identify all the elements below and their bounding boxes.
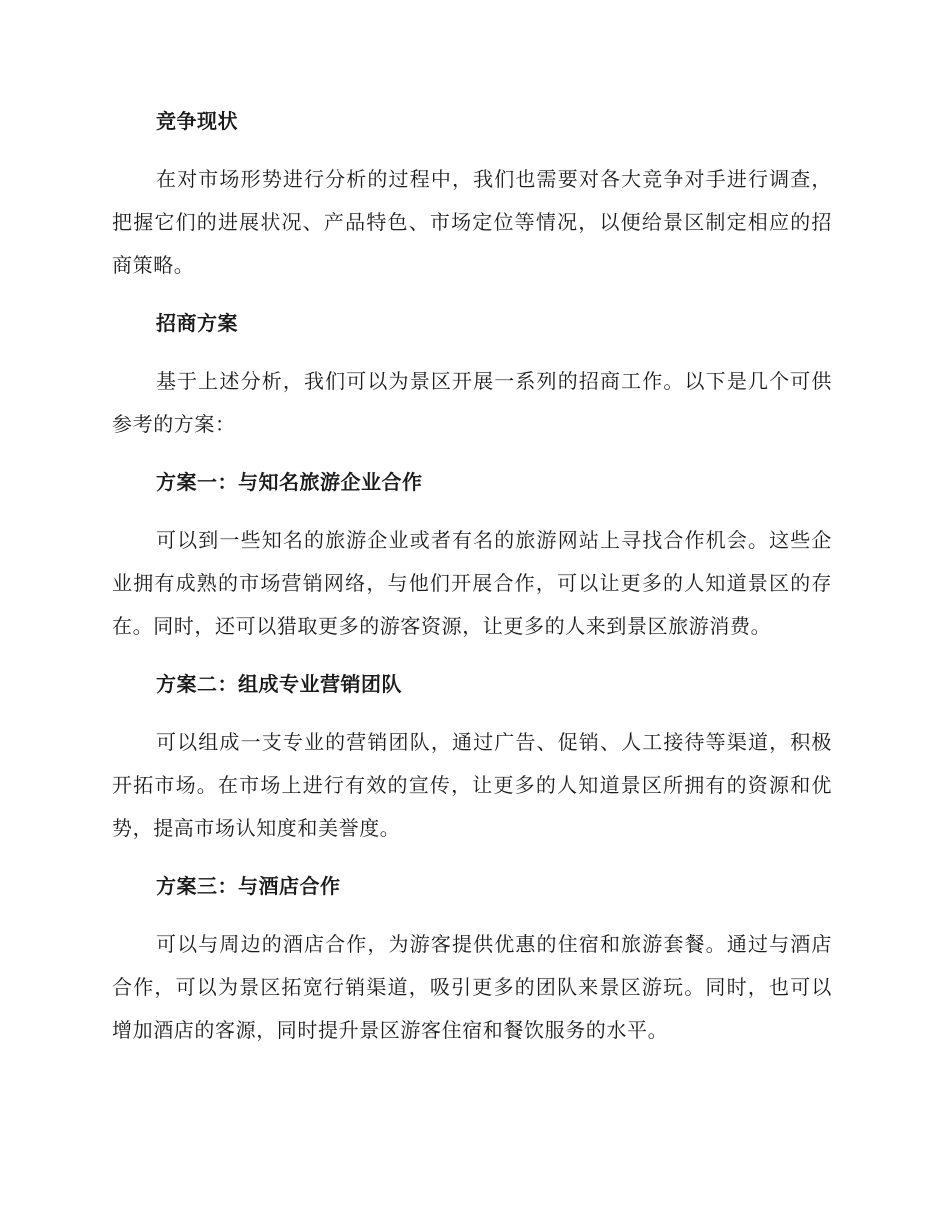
- section-paragraph-plan-two: 可以组成一支专业的营销团队，通过广告、促销、人工接待等渠道，积极开拓市场。在市场上进行有效的宣传，让更多的人知道景区所拥有的资源和优势，提高市场认知度和美誉度。: [112, 730, 832, 840]
- section-heading-competition: 竞争现状: [156, 109, 238, 133]
- section-heading-plan-two: 方案二：组成专业营销团队: [156, 672, 402, 696]
- section-heading-investment-plan: 招商方案: [156, 311, 238, 335]
- section-paragraph-plan-three: 可以与周边的酒店合作，为游客提供优惠的住宿和旅游套餐。通过与酒店合作，可以为景区拓宽行销渠道，吸引更多的团队来景区游玩。同时，也可以增加酒店的客源，同时提升景区游客住宿和餐饮服务的水平。: [112, 932, 832, 1042]
- section-paragraph-plan-one: 可以到一些知名的旅游企业或者有名的旅游网站上寻找合作机会。这些企业拥有成熟的市场营销网络，与他们开展合作，可以让更多的人知道景区的存在。同时，还可以猎取更多的游客资源，让更多的人来到景区旅游消费。: [112, 528, 832, 638]
- document-page: [112, 105, 832, 1072]
- section-heading-plan-one: 方案一：与知名旅游企业合作: [156, 470, 423, 494]
- section-paragraph-competition: 在对市场形势进行分析的过程中，我们也需要对各大竞争对手进行调查，把握它们的进展状况、产品特色、市场定位等情况，以便给景区制定相应的招商策略。: [112, 167, 832, 277]
- section-paragraph-investment-plan: 基于上述分析，我们可以为景区开展一系列的招商工作。以下是几个可供参考的方案：: [112, 369, 832, 436]
- section-heading-plan-three: 方案三：与酒店合作: [156, 874, 341, 898]
